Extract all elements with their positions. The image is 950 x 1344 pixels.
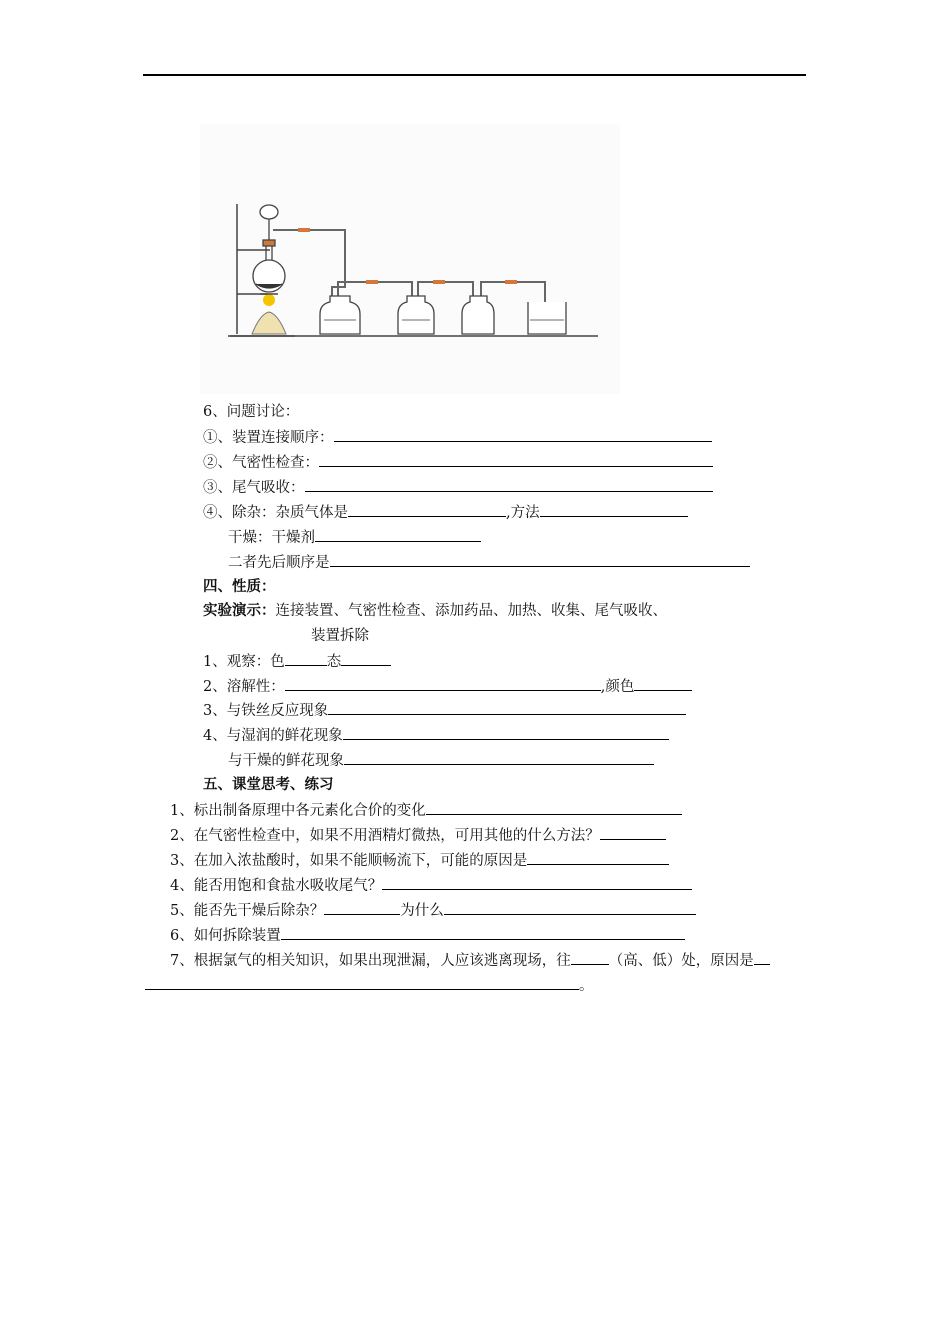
practice-3: 3、在加入浓盐酸时，如果不能顺畅流下，可能的原因是 bbox=[170, 850, 669, 871]
demo-line: 实验演示：连接装置、气密性检查、添加药品、加热、收集、尾气吸收、 bbox=[203, 602, 667, 619]
answer-blank[interactable] bbox=[343, 725, 669, 740]
answer-blank[interactable] bbox=[145, 975, 579, 990]
answer-blank[interactable] bbox=[319, 452, 713, 467]
observe-line: 1、观察：色 态 bbox=[203, 651, 391, 672]
question-order: 二者先后顺序是 bbox=[228, 552, 750, 573]
answer-blank[interactable] bbox=[330, 552, 750, 567]
answer-blank[interactable] bbox=[334, 427, 712, 442]
answer-blank[interactable] bbox=[444, 900, 696, 915]
answer-blank[interactable] bbox=[328, 700, 686, 715]
answer-blank[interactable] bbox=[426, 800, 682, 815]
answer-blank[interactable] bbox=[285, 651, 327, 666]
beaker bbox=[528, 302, 566, 334]
question-impurity: ④、除杂：杂质气体是 ,方法 bbox=[203, 502, 688, 523]
header-rule bbox=[143, 74, 806, 76]
answer-blank[interactable] bbox=[341, 651, 391, 666]
answer-blank[interactable] bbox=[315, 527, 481, 542]
answer-blank[interactable] bbox=[600, 825, 666, 840]
answer-blank[interactable] bbox=[754, 950, 770, 965]
answer-blank[interactable] bbox=[281, 925, 685, 940]
answer-blank[interactable] bbox=[344, 750, 654, 765]
practice-7: 7、根据氯气的相关知识，如果出现泄漏，人应该逃离现场，往 （高、低）处，原因是 bbox=[170, 950, 770, 971]
answer-blank[interactable] bbox=[348, 502, 506, 517]
practice-6: 6、如何拆除装置 bbox=[170, 925, 685, 946]
answer-blank[interactable] bbox=[305, 477, 713, 492]
section-4-heading: 四、性质： bbox=[203, 578, 276, 595]
dry-flower-line: 与干燥的鲜花现象 bbox=[228, 750, 654, 771]
practice-2: 2、在气密性检查中，如果不用酒精灯微热，可用其他的什么方法？ bbox=[170, 825, 666, 846]
practice-4: 4、能否用饱和食盐水吸收尾气？ bbox=[170, 875, 692, 896]
section-5-heading: 五、课堂思考、练习 bbox=[203, 776, 334, 793]
answer-blank[interactable] bbox=[382, 875, 692, 890]
wet-flower-line: 4、与湿润的鲜花现象 bbox=[203, 725, 669, 746]
question-connection-order: ①、装置连接顺序： bbox=[203, 427, 712, 448]
answer-blank[interactable] bbox=[540, 502, 688, 517]
question-drying: 干燥：干燥剂 bbox=[228, 527, 481, 548]
answer-blank[interactable] bbox=[527, 850, 669, 865]
answer-blank[interactable] bbox=[324, 900, 400, 915]
question-tail-gas: ③、尾气吸收： bbox=[203, 477, 713, 498]
practice-1: 1、标出制备原理中各元素化合价的变化 bbox=[170, 800, 682, 821]
section-6-heading: 6、问题讨论： bbox=[203, 404, 300, 420]
answer-blank[interactable] bbox=[571, 950, 609, 965]
answer-blank[interactable] bbox=[285, 676, 601, 691]
apparatus-diagram bbox=[200, 124, 620, 394]
answer-blank[interactable] bbox=[634, 676, 692, 691]
practice-7-continued: 。 bbox=[145, 975, 594, 996]
question-airtightness: ②、气密性检查： bbox=[203, 452, 713, 473]
iron-reaction-line: 3、与铁丝反应现象 bbox=[203, 700, 686, 721]
practice-5: 5、能否先干燥后除杂？ 为什么 bbox=[170, 900, 696, 921]
solubility-line: 2、溶解性： ,颜色 bbox=[203, 676, 692, 697]
demo-line-2: 装置拆除 bbox=[311, 628, 369, 644]
